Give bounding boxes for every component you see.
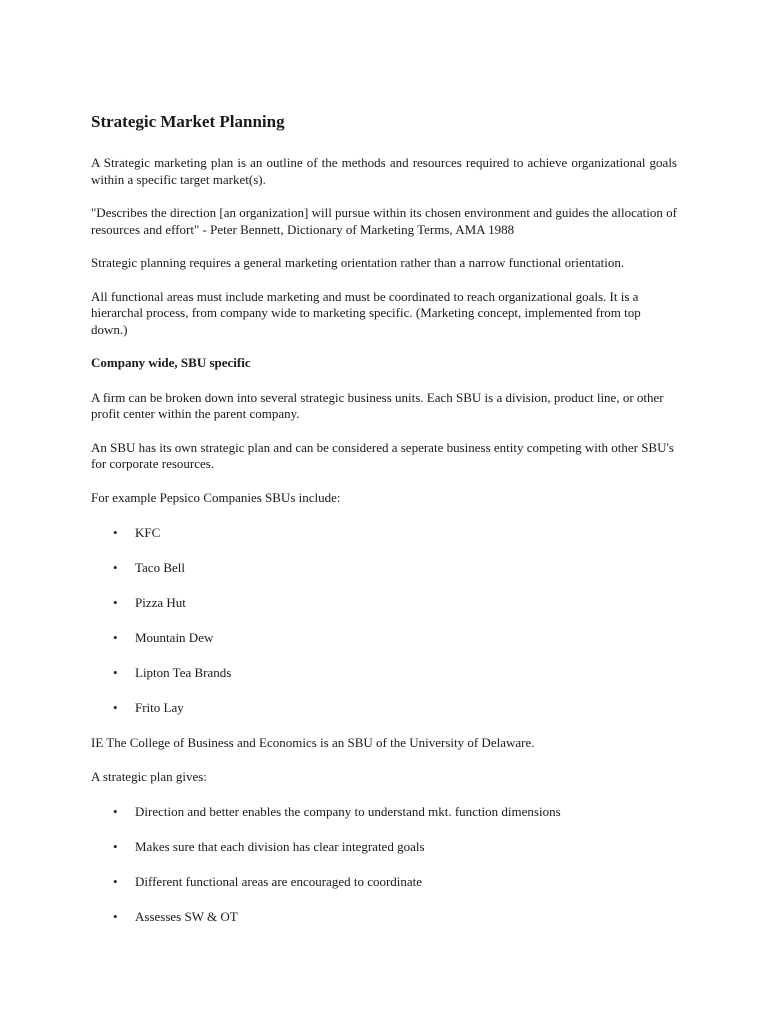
document-page	[91, 111, 677, 944]
list-item-text: Pizza Hut	[135, 595, 186, 610]
list-item	[91, 909, 677, 925]
document-title: Strategic Market Planning	[91, 112, 285, 131]
list-item-text: Frito Lay	[135, 700, 184, 715]
bullet-icon: •	[113, 595, 118, 610]
list-item	[91, 874, 677, 890]
paragraph-pepsico-intro: For example Pepsico Companies SBUs include:	[91, 489, 341, 505]
list-item-text: Taco Bell	[135, 560, 185, 575]
bullet-icon: •	[113, 874, 118, 889]
list-item	[91, 560, 677, 576]
bullet-icon: •	[113, 700, 118, 715]
list-item	[91, 630, 677, 646]
list-item-text: Makes sure that each division has clear integrated goals	[135, 839, 425, 854]
section-subheading: Company wide, SBU specific	[91, 355, 251, 370]
paragraph-functional-areas: All functional areas must include marketing and must be coordinated to reach organizational goals. It is a hierarchal process, from company wide to marketing specific. (Marketing concept, implemented from top down.)	[91, 288, 641, 337]
list-item-text: Different functional areas are encouraged to coordinate	[135, 874, 423, 889]
paragraph-ie-example: IE The College of Business and Economics is an SBU of the University of Delaware.	[91, 735, 535, 750]
list-item	[91, 839, 677, 855]
bullet-icon: •	[113, 804, 118, 819]
company-list	[91, 525, 677, 716]
paragraph-sbu-definition: A firm can be broken down into several strategic business units. Each SBU is a division, product line, or other profit center within the parent company.	[91, 389, 664, 421]
paragraph-plan-intro: A strategic plan gives:	[91, 768, 207, 784]
list-item-text: Mountain Dew	[135, 630, 214, 645]
bullet-icon: •	[113, 665, 118, 680]
paragraph-definition: A Strategic marketing plan is an outline of the methods and resources required to achieve organizational goals within a specific target market(s).	[91, 155, 677, 187]
bullet-icon: •	[113, 630, 118, 645]
benefit-list	[91, 804, 677, 925]
list-item	[91, 595, 677, 611]
paragraph-quote: "Describes the direction [an organization] will pursue within its chosen environment and guides the allocation of resources and effort" - Peter Bennett, Dictionary of Marketing Terms, AMA 1988	[91, 205, 677, 237]
bullet-icon: •	[113, 839, 118, 854]
list-item-text: Direction and better enables the company to understand mkt. function dimensions	[135, 804, 561, 819]
list-item	[91, 665, 677, 681]
list-item-text: Lipton Tea Brands	[135, 665, 232, 680]
list-item	[91, 525, 677, 541]
list-item	[91, 700, 677, 716]
list-item	[91, 804, 677, 820]
bullet-icon: •	[113, 909, 118, 924]
list-item-text: KFC	[135, 525, 161, 540]
bullet-icon: •	[113, 560, 118, 575]
paragraph-orientation: Strategic planning requires a general marketing orientation rather than a narrow functional orientation.	[91, 255, 625, 270]
bullet-icon: •	[113, 525, 118, 540]
list-item-text: Assesses SW & OT	[135, 909, 238, 924]
paragraph-sbu-plan: An SBU has its own strategic plan and can be considered a seperate business entity competing with other SBU's for corporate resources.	[91, 439, 674, 471]
